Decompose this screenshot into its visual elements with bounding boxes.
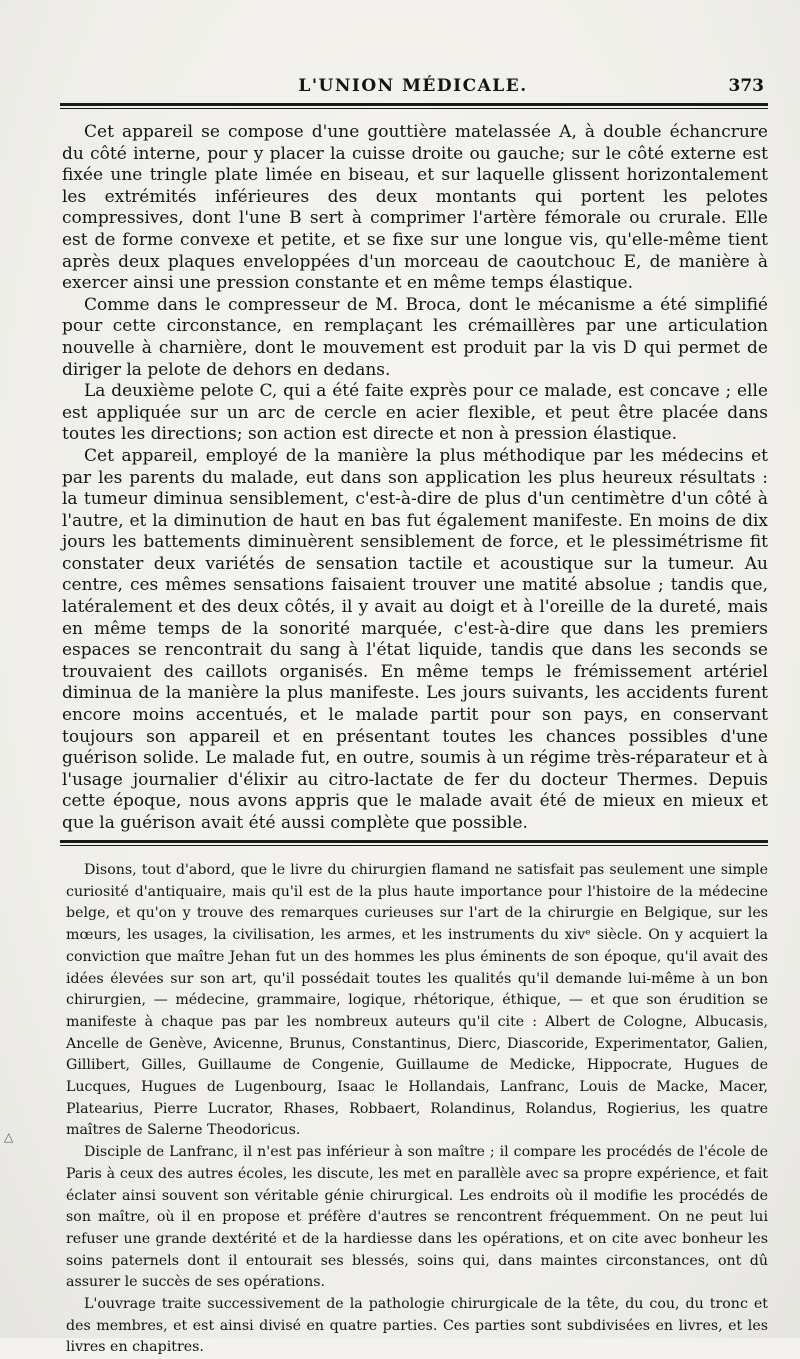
section-rule-thin <box>60 845 768 846</box>
review-body <box>66 860 768 1359</box>
article-paragraph: La deuxième pelote C, qui a été faite exprès pour ce malade, est concave ; elle est appliquée sur un arc de cercle en acier flexible, et peut être placée dans toutes les directions; son action est directe et non à pression élastique. <box>62 381 768 445</box>
review-paragraph: Disciple de Lanfranc, il n'est pas inférieur à son maître ; il compare les procédés de l'école de Paris à ceux des autres écoles, les discute, les met en parallèle avec sa propre expérience, et fait éclater ainsi souvent son véritable génie chirurgical. Les endroits où il modifie les procédés de son maître, où il en propose et préfère d'autres se rencontrent fréquemment. On ne peut lui refuser une grande dextérité et de la hardiesse dans les opérations, et on cite avec bonheur les soins paternels dont il entourait ses blessés, soins qui, dans maintes circonstances, ont dû assurer le succès de ses opérations. <box>66 1144 768 1291</box>
article-paragraph: Comme dans le compresseur de M. Broca, dont le mécanisme a été simplifié pour cette circonstance, en remplaçant les crémaillères par une articulation nouvelle à charnière, dont le mouvement est produit par la vis D qui permet de diriger la pelote de dehors en dedans. <box>62 294 768 380</box>
review-paragraph: L'ouvrage traite successivement de la pathologie chirurgicale de la tête, du cou, du tronc et des membres, et est ainsi divisé en quatre parties. Ces parties sont subdivisées en livres, et les livres en chapitres. <box>66 1296 768 1356</box>
header-rule <box>60 103 768 106</box>
header-rule-thin <box>60 108 768 109</box>
running-header <box>62 72 764 102</box>
article-paragraph: Cet appareil, employé de la manière la plus méthodique par les médecins et par les parents du malade, eut dans son application les plus heureux résultats : la tumeur diminua sensiblement, c'est-à-dire de plus d'un centimètre d'un côté à l'autre, et la diminution de haut en bas fut également manifeste. En moins de dix jours les battements diminuèrent sensiblement de force, et le plessimétrisme fit constater deux variétés de sensation tactile et acoustique sur la tumeur. Au centre, ces mêmes sensations faisaient trouver une matité absolue ; tandis que, latéralement et des deux côtés, il y avait au doigt et à l'oreille de la dureté, mais en même temps de la sonorité marquée, c'est-à-dire que dans les premiers espaces se rencontrait du sang à l'état liquide, tandis que dans les seconds se trouvaient des caillots organisés. En même temps le frémissement artériel diminua de la manière la plus manifeste. Les jours suivants, les accidents furent encore moins accentués, et le malade partit pour son pays, en conservant toujours son appareil et en présentant toutes les chances possibles d'une guérison solide. Le malade fut, en outre, soumis à un régime très-réparateur et à l'usage journalier d'élixir au citro-lactate de fer du docteur Thermes. Depuis cette époque, nous avons appris que le malade avait été de mieux en mieux et que la guérison avait été aussi complète que possible. <box>62 445 768 833</box>
journal-title: L'UNION MÉDICALE. <box>298 76 528 96</box>
article-paragraph: Cet appareil se compose d'une gouttière matelassée A, à double échancrure du côté interne, pour y placer la cuisse droite ou gauche; sur le côté externe est fixée une tringle plate limée en biseau, et sur laquelle glissent horizontalement les extrémités inférieures des deux montants qui portent les pelotes compressives, dont l'une B sert à comprimer l'artère fémorale ou crurale. Elle est de forme convexe et petite, et se fixe sur une longue vis, qu'elle-même tient après deux plaques enveloppées d'un morceau de caoutchouc E, de manière à exercer ainsi une pression constante et en même temps élastique. <box>62 122 768 294</box>
page-number: 373 <box>728 76 764 96</box>
review-paragraph: Disons, tout d'abord, que le livre du chirurgien flamand ne satisfait pas seulement une simple curiosité d'antiquaire, mais qu'il est de la plus haute importance pour l'histoire de la médecine belge, et qu'on y trouve des remarques curieuses sur l'art de la chirurgie en Belgique, sur les mœurs, les usages, la civilisation, les armes, et les instruments du xivᵉ siècle. On y acquiert la conviction que maître Jehan fut un des hommes les plus éminents de son époque, qu'il avait des idées élevées sur son art, qu'il possédait toutes les qualités qu'il demande lui-même à un bon chirurgien, — médecine, grammaire, logique, rhétorique, éthique, — et que son érudition se manifeste à chaque pas par les nombreux auteurs qu'il cite : Albert de Cologne, Albucasis, Ancelle de Genève, Avicenne, Brunus, Constantinus, Dierc, Diascoride, Experimentator, Galien, Gillibert, Gilles, Guillaume de Congenie, Guillaume de Medicke, Hippocrate, Hugues de Lucques, Hugues de Lugenbourg, Isaac le Hollandais, Lanfranc, Louis de Macke, Macer, Platearius, Pierre Lucrator, Rhases, Robbaert, Rolandinus, Rolandus, Rogierius, les quatre maîtres de Salerne Theodoricus. <box>66 862 768 1139</box>
article-body <box>62 122 768 835</box>
margin-mark: △ <box>4 1130 14 1144</box>
section-rule <box>60 840 768 843</box>
